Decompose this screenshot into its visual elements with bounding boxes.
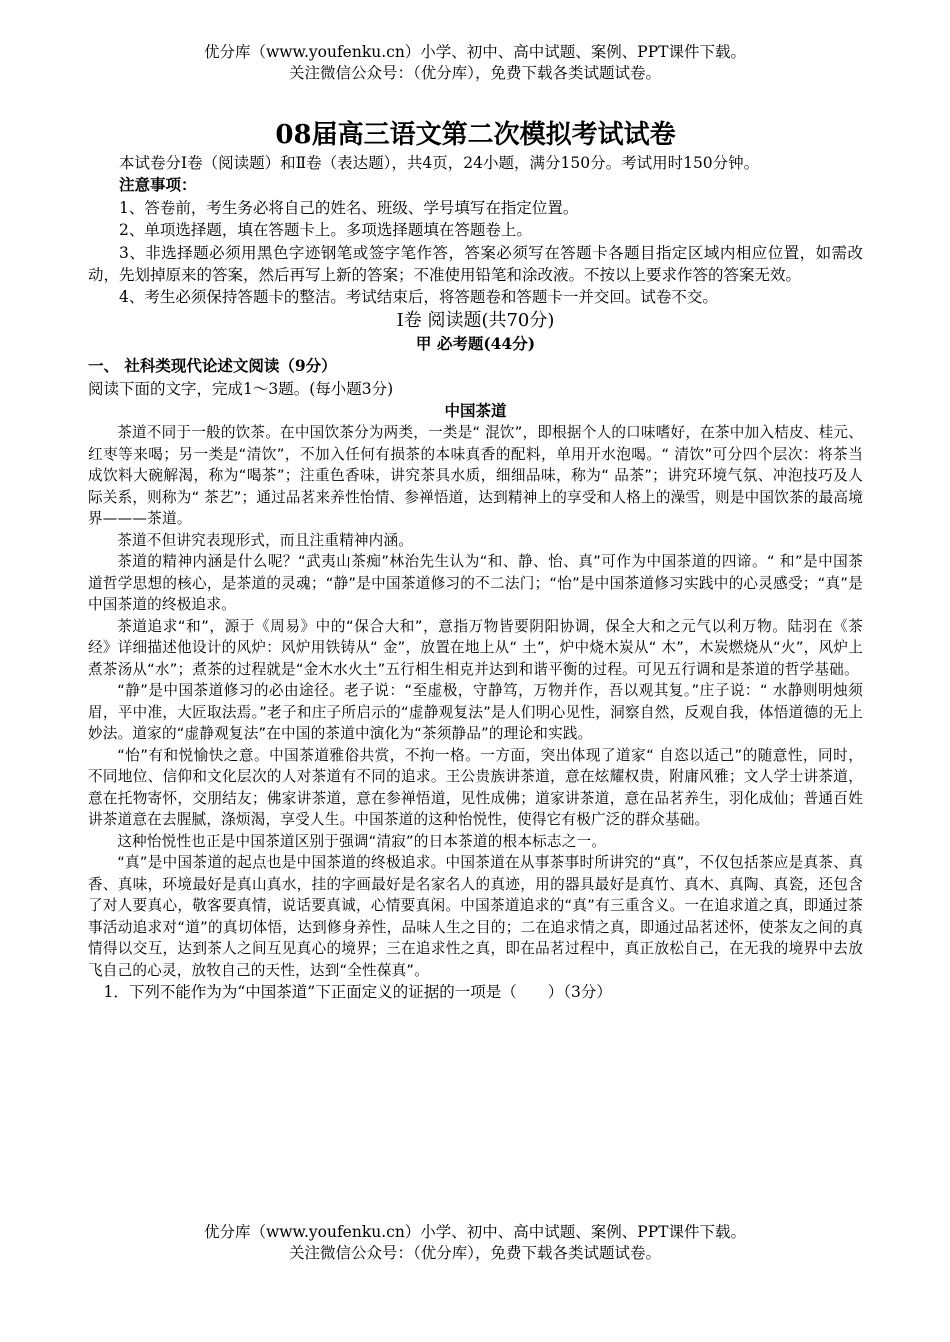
notice-item: 3、非选择题必须用黑色字迹钢笔或签字笔作答，答案必须写在答题卡各题目指定区域内相应位置，如需改动，先划掉原来的答案，然后再写上新的答案；不准使用铅笔和涂改液。不按以上要求作答的答案无效。 [88,243,863,285]
notice-item: 2、单项选择题，填在答题卡上。多项选择题填在答题卷上。 [119,221,532,240]
article-paragraph: 这种怡悦性也正是中国茶道区别于强调“清寂”的日本茶道的根本标志之一。 [117,832,607,850]
part-heading: 甲 必考题(44分) [415,333,536,353]
notice-heading: 注意事项： [119,175,197,195]
article-paragraph: 茶道不同于一般的饮茶。在中国饮茶分为两类，一类是“ 混饮”，即根据个人的口味嗜好，在茶中加入桔皮、桂元、红枣等来喝；另一类是“清饮”，不加入任何有损茶的本味真香的配料，单用开水泡喝。“ 清饮”可分四个层次：将茶当成饮料大碗解渴，称为“喝茶”；注重色香味，讲究茶具水质，细细品味，称为“ 品茶”；讲究环境气氛、冲泡技巧及人际关系，则称为“ 茶艺”；通过品茗来养性怡情、参禅悟道，达到精神上的享受和人格上的澡雪，则是中国饮茶的最高境界———茶道。 [88,424,863,528]
section-heading: 一、 社科类现代论述文阅读（9分） [88,356,337,376]
notice-item: 1、答卷前，考生务必将自己的姓名、班级、学号填写在指定位置。 [119,198,579,217]
exam-page [88,118,863,1004]
header-line-1: 优分库（www.youfenku.cn）小学、初中、高中试题、案例、PPT课件下载。 [203,43,747,61]
article-body [88,422,863,981]
volume-heading: Ⅰ卷 阅读题(共70分) [396,309,555,331]
article-paragraph: “静”是中国茶道修习的必由途径。老子说：“至虚极，守静笃，万物并作，吾以观其复。”庄子说：“ 水静则明烛须眉，平中准，大匠取法焉。”老子和庄子所启示的“虚静观复法”是人们明心见性，洞察自然，反观自我，体悟道德的无上妙法。道家的“虚静观复法”在中国的茶道中演化为“茶须静品”的理论和实践。 [88,682,863,743]
footer-line-1: 优分库（www.youfenku.cn）小学、初中、高中试题、案例、PPT课件下载。 [203,1223,747,1241]
notice-item: 4、考生必须保持答题卡的整洁。考试结束后，将答题卷和答题卡一并交回。试卷不交。 [119,288,718,307]
article-paragraph: “真”是中国茶道的起点也是中国茶道的终极追求。中国茶道在从事茶事时所讲究的“真”，不仅包括茶应是真茶、真香、真味，环境最好是真山真水，挂的字画最好是名家名人的真迹，用的器具最好是真竹、真木、真陶、真瓷，还包含了对人要真心，敬客要真情，说话要真诚，心情要真闲。中国茶道追求的“真”有三重含义。一在追求道之真，即通过茶事活动追求对“道”的真切体悟，达到修身养性，品味人生之目的；二在追求情之真，即通过品茗述怀，使茶友之间的真情得以交互，达到茶人之间互见真心的境界；三在追求性之真，即在品茗过程中，真正放松自己，在无我的境界中去放飞自己的心灵，放牧自己的天性，达到“全性葆真”。 [88,854,863,979]
article-paragraph: 茶道的精神内涵是什么呢？“武夷山茶痴”林治先生认为“和、静、怡、真”可作为中国茶道的四谛。“ 和”是中国茶道哲学思想的核心，是茶道的灵魂；“静”是中国茶道修习的不二法门；“怡”是中国茶道修习实践中的心灵感受；“真”是中国茶道的终极追求。 [88,553,863,614]
page-header [0,42,950,84]
footer-line-2: 关注微信公众号：（优分库），免费下载各类试题试卷。 [288,1244,661,1262]
article-paragraph: “怡”有和悦愉快之意。中国茶道雅俗共赏，不拘一格。一方面，突出体现了道家“ 自恣以适己”的随意性，同时，不同地位、信仰和文化层次的人对茶道有不同的追求。王公贵族讲茶道，意在炫耀权贵，附庸风雅；文人学士讲茶道，意在托物寄怀，交朋结友；佛家讲茶道，意在参禅悟道，见性成佛；道家讲茶道，意在品茗养生，羽化成仙；普通百姓讲茶道意在去腥腻，涤烦渴，享受人生。中国茶道的这种怡悦性，使得它有极广泛的群众基础。 [88,746,863,829]
article-title: 中国茶道 [444,401,507,421]
article-paragraph: 茶道不但讲究表现形式，而且注重精神内涵。 [117,531,414,549]
question-1: 1．下列不能作为为“中国茶道”下正面定义的证据的一项是（ ）（3分） [103,983,612,1002]
section-instruction: 阅读下面的文字，完成1～3题。(每小题3分) [88,379,394,398]
exam-intro: 本试卷分Ⅰ卷（阅读题）和Ⅱ卷（表达题），共4页，24小题，满分150分。考试用时150分钟。 [119,154,760,172]
page-footer [0,1222,950,1264]
exam-title: 08届高三语文第二次模拟考试试卷 [275,120,676,150]
article-paragraph: 茶道追求“和”，源于《周易》中的“保合大和”，意指万物皆要阴阳协调，保全大和之元气以利万物。陆羽在《茶经》详细描述他设计的风炉：风炉用铁铸从“ 金”，放置在地上从“ 土”，炉中烧木炭从“ 木”，木炭燃烧从“火”，风炉上煮茶汤从“水”；煮茶的过程就是“金木水火土”五行相生相克并达到和谐平衡的过程。可见五行调和是茶道的哲学基础。 [88,617,863,678]
header-line-2: 关注微信公众号：（优分库），免费下载各类试题试卷。 [288,64,661,82]
